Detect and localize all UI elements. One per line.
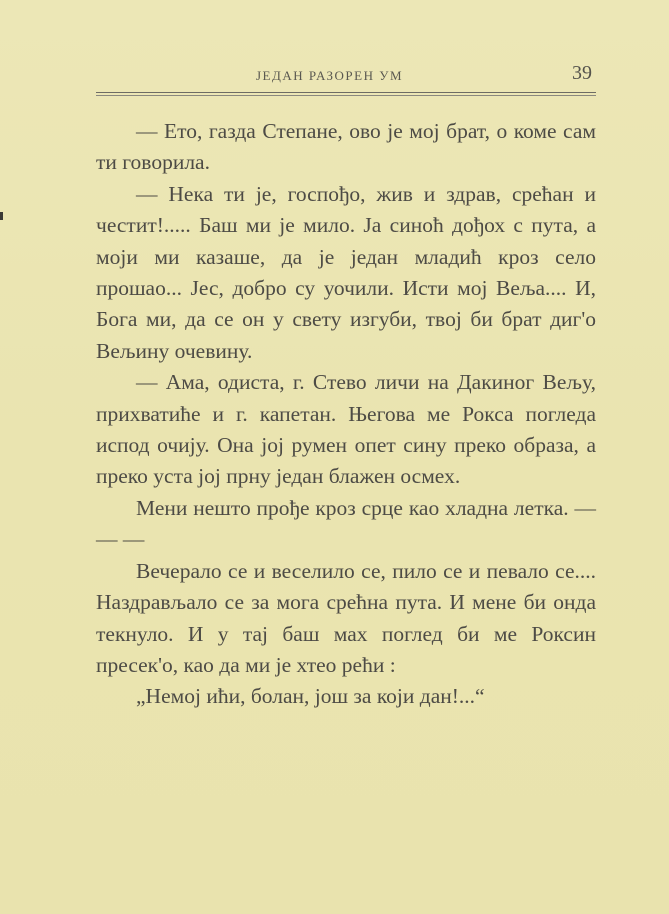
- header-rule: [96, 92, 596, 93]
- paragraph: Мени нешто прође кроз срце као хладна летка. — — —: [96, 495, 596, 552]
- header-rule-secondary: [96, 95, 596, 96]
- body-text: [96, 116, 596, 713]
- paragraph: Вечерало се и веселило се, пило се и певало се.... Наздрављало се за мога срећна пута. И мене би онда текнуло. И у тај баш мах поглед би ме Роксин пресек'о, као да ми је хтео рећи :: [96, 558, 596, 677]
- page-edge-mark: [0, 212, 3, 220]
- page-number: 39: [572, 62, 592, 84]
- page-header: [96, 62, 596, 92]
- running-title: ЈЕДАН РАЗОРЕН УМ: [256, 68, 403, 83]
- paragraph: „Немој ићи, болан, још за који дан!...“: [136, 684, 485, 709]
- paragraph: — Нека ти је, госпођо, жив и здрав, срећан и честит!..... Баш ми је мило. Ја синоћ дођох с пута, а моји ми казаше, да је један младић кроз село прошао... Јес, добро су уочили. Исти мој Веља.... И, Бога ми, да се он у свету изгуби, твој би брат диг'о Вељину очевину.: [96, 181, 596, 363]
- paragraph: — Ама, одиста, г. Стево личи на Дакиног Вељу, прихватиће и г. капетан. Његова ме Рокса погледа испод очију. Она јој румен опет сину преко образа, а преко уста јој прну један блажен осмех.: [96, 370, 596, 489]
- paragraph: — Ето, газда Степане, ово је мој брат, о коме сам ти говорила.: [96, 119, 596, 175]
